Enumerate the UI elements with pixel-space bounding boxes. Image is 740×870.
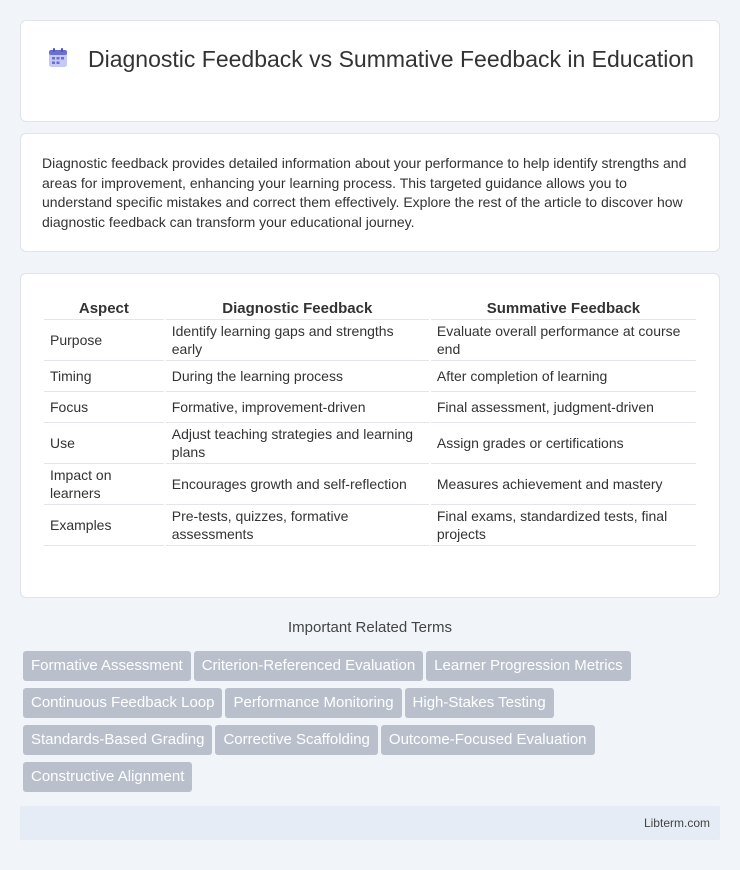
table-row bbox=[44, 505, 696, 546]
row-aspect: Purpose bbox=[44, 320, 164, 361]
header-summative: Summative Feedback bbox=[431, 294, 696, 320]
table-header-row bbox=[44, 294, 696, 320]
comparison-card bbox=[20, 273, 720, 598]
row-aspect: Examples bbox=[44, 505, 164, 546]
related-terms-heading: Important Related Terms bbox=[288, 619, 452, 636]
row-summative: Evaluate overall performance at course end bbox=[431, 320, 696, 361]
page-title-wrap bbox=[21, 45, 719, 74]
row-diagnostic: Formative, improvement-driven bbox=[166, 392, 429, 423]
row-summative: Final assessment, judgment-driven bbox=[431, 392, 696, 423]
row-diagnostic: Pre-tests, quizzes, formative assessments bbox=[166, 505, 429, 546]
comparison-table bbox=[42, 294, 698, 546]
footer-site-link[interactable]: Libterm.com bbox=[643, 816, 710, 830]
intro-card bbox=[20, 133, 720, 252]
related-term-tag[interactable]: Constructive Alignment bbox=[23, 762, 192, 792]
row-summative: After completion of learning bbox=[431, 361, 696, 392]
title-card bbox=[20, 20, 720, 122]
table-row bbox=[44, 361, 696, 392]
related-term-tag[interactable]: Learner Progression Metrics bbox=[426, 651, 630, 681]
related-term-tag[interactable]: Performance Monitoring bbox=[225, 688, 401, 718]
row-aspect: Use bbox=[44, 423, 164, 464]
row-diagnostic: During the learning process bbox=[166, 361, 429, 392]
table-row bbox=[44, 423, 696, 464]
row-diagnostic: Adjust teaching strategies and learning plans bbox=[166, 423, 429, 464]
table-row bbox=[44, 392, 696, 423]
row-summative: Measures achievement and mastery bbox=[431, 464, 696, 505]
row-summative: Assign grades or certifications bbox=[431, 423, 696, 464]
table-row bbox=[44, 464, 696, 505]
related-term-tag[interactable]: Formative Assessment bbox=[23, 651, 191, 681]
related-term-tag[interactable]: Continuous Feedback Loop bbox=[23, 688, 222, 718]
related-term-tag[interactable]: Outcome-Focused Evaluation bbox=[381, 725, 595, 755]
related-term-tag[interactable]: Criterion-Referenced Evaluation bbox=[194, 651, 423, 681]
header-diagnostic: Diagnostic Feedback bbox=[166, 294, 429, 320]
related-term-tag[interactable]: Standards-Based Grading bbox=[23, 725, 212, 755]
table-row bbox=[44, 320, 696, 361]
related-term-tag[interactable]: High-Stakes Testing bbox=[405, 688, 554, 718]
row-diagnostic: Encourages growth and self-reflection bbox=[166, 464, 429, 505]
intro-paragraph: Diagnostic feedback provides detailed information about your performance to help identify strengths and areas for improvement, enhancing your learning process. This targeted guidance allows you to understand specific mistakes and correct them effectively. Explore the rest of the article to discover how diagnostic feedback can transform your educational journey. bbox=[42, 155, 687, 230]
footer-bar bbox=[20, 806, 720, 840]
related-term-tag[interactable]: Corrective Scaffolding bbox=[215, 725, 377, 755]
row-aspect: Timing bbox=[44, 361, 164, 392]
row-aspect: Focus bbox=[44, 392, 164, 423]
calendar-icon bbox=[46, 46, 70, 70]
header-aspect: Aspect bbox=[44, 294, 164, 320]
related-terms-list bbox=[23, 651, 713, 799]
row-aspect: Impact on learners bbox=[44, 464, 164, 505]
row-summative: Final exams, standardized tests, final projects bbox=[431, 505, 696, 546]
page-title: Diagnostic Feedback vs Summative Feedback in Education bbox=[88, 46, 694, 72]
row-diagnostic: Identify learning gaps and strengths early bbox=[166, 320, 429, 361]
